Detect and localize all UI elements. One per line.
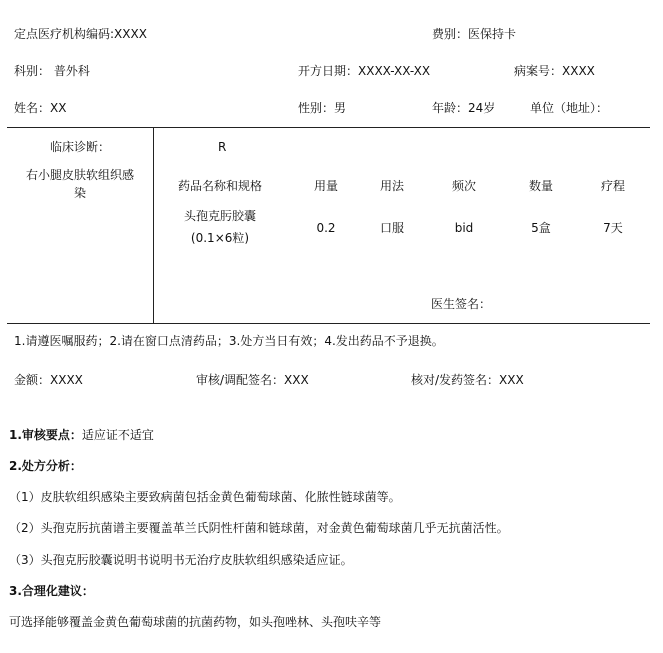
review-signature: 审核/调配签名：XXX xyxy=(196,373,309,387)
review-point-text: 适应证不适宜 xyxy=(81,428,154,442)
analysis-item-3: （3）头孢克肟胶囊说明书说明书无治疗皮肤软组织感染适应证。 xyxy=(9,553,353,567)
patient-name: 姓名：XX xyxy=(14,101,67,115)
suggestion-title: 3.合理化建议： xyxy=(9,584,94,598)
check-signature: 核对/发药签名：XXX xyxy=(411,373,524,387)
notice: 1.请遵医嘱服药；2.请在窗口点清药品；3.处方当日有效；4.发出药品不予退换。 xyxy=(14,334,444,348)
drug-route: 口服 xyxy=(379,221,404,235)
patient-unit: 单位（地址）： xyxy=(530,101,609,115)
rx-symbol: R xyxy=(218,140,227,154)
drug-spec: (0.1×6粒) xyxy=(190,231,250,245)
department: 科别： 普外科 xyxy=(14,64,90,78)
column-header-dose: 用量 xyxy=(313,179,338,193)
drug-course: 7天 xyxy=(603,221,623,235)
diagnosis-text-line1: 右小腿皮肤软组织感 xyxy=(25,168,134,182)
table-bottom-border xyxy=(7,323,650,324)
diagnosis-text-line2: 染 xyxy=(73,186,86,200)
column-header-course: 疗程 xyxy=(600,179,625,193)
fee-type: 费别：医保持卡 xyxy=(432,27,517,41)
prescription-date: 开方日期：XXXX-XX-XX xyxy=(298,64,431,78)
amount: 金额：XXXX xyxy=(14,373,83,387)
column-header-drug: 药品名称和规格 xyxy=(177,179,262,193)
analysis-item-2: （2）头孢克肟抗菌谱主要覆盖革兰氏阴性杆菌和链球菌，对金黄色葡萄球菌几乎无抗菌活性。 xyxy=(9,521,509,535)
analysis-title: 2.处方分析： xyxy=(9,459,82,473)
drug-quantity: 5盒 xyxy=(531,221,551,235)
drug-dose: 0.2 xyxy=(316,221,336,235)
analysis-item-1: （1）皮肤软组织感染主要致病菌包括金黄色葡萄球菌、化脓性链球菌等。 xyxy=(9,490,401,504)
column-header-route: 用法 xyxy=(379,179,404,193)
review-point xyxy=(9,428,154,442)
patient-gender: 性别：男 xyxy=(298,101,347,115)
institution-code: 定点医疗机构编码:XXXX xyxy=(14,27,147,41)
column-header-quantity: 数量 xyxy=(528,179,553,193)
case-number: 病案号：XXXX xyxy=(514,64,595,78)
review-point-title: 1.审核要点： xyxy=(9,428,82,442)
table-top-border xyxy=(7,127,650,128)
patient-age: 年龄：24岁 xyxy=(432,101,496,115)
suggestion-text: 可选择能够覆盖金黄色葡萄球菌的抗菌药物，如头孢唑林、头孢呋辛等 xyxy=(9,615,382,629)
table-divider xyxy=(153,127,154,323)
doctor-signature: 医生签名： xyxy=(431,297,492,311)
column-header-frequency: 频次 xyxy=(451,179,476,193)
drug-frequency: bid xyxy=(454,221,474,235)
diagnosis-label: 临床诊断： xyxy=(49,140,110,154)
drug-name: 头孢克肟胶囊 xyxy=(183,209,256,223)
